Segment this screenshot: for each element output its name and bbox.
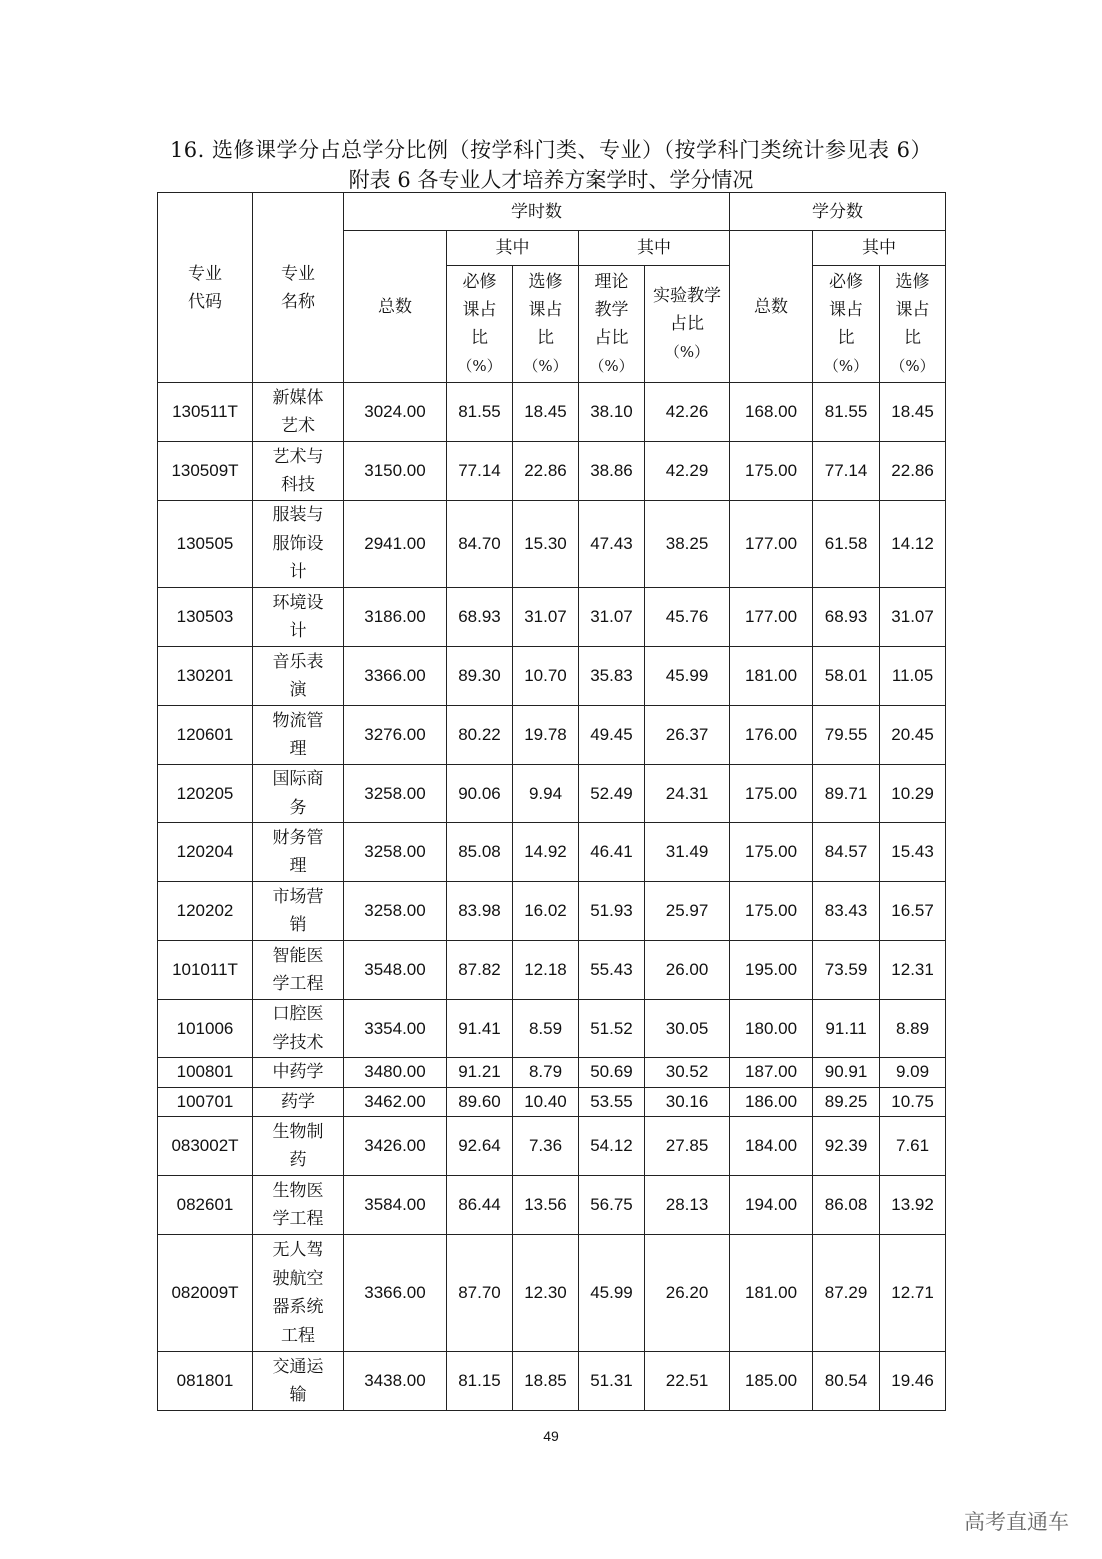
cell-credits-total: 175.00	[730, 823, 813, 882]
section-heading: 16. 选修课学分占总学分比例（按学科门类、专业）（按学科门类统计参见表 6）	[169, 138, 933, 162]
cell-credits-elective: 19.46	[880, 1352, 946, 1411]
cell-credits-total: 194.00	[730, 1176, 813, 1235]
cell-theory: 55.43	[579, 941, 645, 1000]
cell-hours-total: 3276.00	[344, 706, 447, 765]
cell-code: 100701	[158, 1087, 253, 1117]
header-required: 必修课占比 （%）	[447, 266, 513, 383]
cell-theory: 38.10	[579, 383, 645, 442]
cell-hours-elective: 9.94	[513, 765, 579, 823]
cell-lab: 27.85	[645, 1117, 730, 1176]
cell-hours-elective: 8.79	[513, 1058, 579, 1088]
cell-credits-required: 92.39	[813, 1117, 880, 1176]
cell-code: 100801	[158, 1058, 253, 1088]
cell-name: 物流管理	[253, 706, 344, 765]
cell-hours-elective: 13.56	[513, 1176, 579, 1235]
cell-credits-required: 89.25	[813, 1087, 880, 1117]
cell-lab: 42.29	[645, 442, 730, 501]
cell-lab: 26.00	[645, 941, 730, 1000]
cell-lab: 30.52	[645, 1058, 730, 1088]
cell-hours-elective: 31.07	[513, 588, 579, 647]
cell-hours-elective: 10.40	[513, 1087, 579, 1117]
cell-credits-required: 89.71	[813, 765, 880, 823]
cell-hours-required: 81.15	[447, 1352, 513, 1411]
cell-credits-elective: 18.45	[880, 383, 946, 442]
cell-lab: 24.31	[645, 765, 730, 823]
cell-credits-elective: 12.31	[880, 941, 946, 1000]
cell-hours-required: 83.98	[447, 882, 513, 941]
cell-credits-required: 79.55	[813, 706, 880, 765]
cell-name: 药学	[253, 1087, 344, 1117]
cell-theory: 45.99	[579, 1235, 645, 1352]
cell-credits-elective: 13.92	[880, 1176, 946, 1235]
cell-hours-total: 3258.00	[344, 882, 447, 941]
cell-credits-required: 80.54	[813, 1352, 880, 1411]
cell-credits-elective: 16.57	[880, 882, 946, 941]
cell-credits-elective: 20.45	[880, 706, 946, 765]
cell-credits-total: 181.00	[730, 647, 813, 706]
cell-name: 市场营销	[253, 882, 344, 941]
cell-code: 130201	[158, 647, 253, 706]
cell-credits-total: 185.00	[730, 1352, 813, 1411]
cell-credits-elective: 11.05	[880, 647, 946, 706]
table-row	[158, 706, 946, 765]
cell-credits-total: 175.00	[730, 882, 813, 941]
cell-credits-elective: 22.86	[880, 442, 946, 501]
cell-code: 120601	[158, 706, 253, 765]
cell-hours-elective: 18.85	[513, 1352, 579, 1411]
cell-credits-required: 77.14	[813, 442, 880, 501]
cell-credits-elective: 8.89	[880, 1000, 946, 1058]
cell-name: 服装与服饰设计	[253, 501, 344, 588]
cell-hours-elective: 7.36	[513, 1117, 579, 1176]
cell-credits-total: 180.00	[730, 1000, 813, 1058]
cell-theory: 54.12	[579, 1117, 645, 1176]
cell-credits-elective: 12.71	[880, 1235, 946, 1352]
watermark: 高考直通车	[964, 1510, 1069, 1534]
header-elective: 选修课占比 （%）	[513, 266, 579, 383]
cell-hours-elective: 10.70	[513, 647, 579, 706]
cell-hours-elective: 22.86	[513, 442, 579, 501]
table-row	[158, 1117, 946, 1176]
cell-lab: 22.51	[645, 1352, 730, 1411]
header-hours-group: 学时数	[344, 193, 730, 231]
cell-name: 口腔医学技术	[253, 1000, 344, 1058]
header-credit-elective: 选修课占比 （%）	[880, 266, 946, 383]
cell-lab: 30.05	[645, 1000, 730, 1058]
table-row	[158, 1087, 946, 1117]
cell-theory: 31.07	[579, 588, 645, 647]
cell-credits-required: 81.55	[813, 383, 880, 442]
cell-code: 130503	[158, 588, 253, 647]
header-credits-total: 总数	[730, 231, 813, 383]
cell-hours-elective: 16.02	[513, 882, 579, 941]
cell-credits-required: 68.93	[813, 588, 880, 647]
cell-name: 交通运输	[253, 1352, 344, 1411]
cell-credits-elective: 9.09	[880, 1058, 946, 1088]
cell-lab: 25.97	[645, 882, 730, 941]
cell-theory: 50.69	[579, 1058, 645, 1088]
cell-lab: 45.99	[645, 647, 730, 706]
cell-credits-required: 61.58	[813, 501, 880, 588]
cell-code: 130509T	[158, 442, 253, 501]
cell-code: 083002T	[158, 1117, 253, 1176]
table-row	[158, 882, 946, 941]
cell-credits-elective: 7.61	[880, 1117, 946, 1176]
cell-credits-total: 177.00	[730, 588, 813, 647]
header-lab: 实验教学占比 （%）	[645, 266, 730, 383]
cell-hours-elective: 14.92	[513, 823, 579, 882]
cell-hours-elective: 19.78	[513, 706, 579, 765]
cell-credits-required: 86.08	[813, 1176, 880, 1235]
cell-credits-total: 184.00	[730, 1117, 813, 1176]
cell-credits-elective: 31.07	[880, 588, 946, 647]
cell-name: 环境设计	[253, 588, 344, 647]
cell-credits-total: 181.00	[730, 1235, 813, 1352]
cell-code: 101011T	[158, 941, 253, 1000]
table-row	[158, 383, 946, 442]
table-row	[158, 647, 946, 706]
header-hours-total: 总数	[344, 231, 447, 383]
cell-code: 120205	[158, 765, 253, 823]
cell-hours-total: 3438.00	[344, 1352, 447, 1411]
cell-name: 智能医学工程	[253, 941, 344, 1000]
cell-name: 生物制药	[253, 1117, 344, 1176]
header-credits-group: 学分数	[730, 193, 946, 231]
cell-credits-required: 73.59	[813, 941, 880, 1000]
cell-theory: 52.49	[579, 765, 645, 823]
cell-code: 081801	[158, 1352, 253, 1411]
cell-credits-total: 175.00	[730, 442, 813, 501]
cell-hours-total: 3366.00	[344, 1235, 447, 1352]
cell-hours-required: 91.21	[447, 1058, 513, 1088]
cell-hours-total: 2941.00	[344, 501, 447, 588]
header-code: 专业代码	[158, 193, 253, 383]
cell-credits-required: 87.29	[813, 1235, 880, 1352]
cell-hours-required: 85.08	[447, 823, 513, 882]
cell-lab: 26.20	[645, 1235, 730, 1352]
cell-name: 中药学	[253, 1058, 344, 1088]
cell-credits-elective: 15.43	[880, 823, 946, 882]
table-row	[158, 1058, 946, 1088]
cell-hours-total: 3354.00	[344, 1000, 447, 1058]
cell-code: 101006	[158, 1000, 253, 1058]
cell-theory: 53.55	[579, 1087, 645, 1117]
cell-hours-required: 87.82	[447, 941, 513, 1000]
cell-hours-total: 3426.00	[344, 1117, 447, 1176]
cell-credits-required: 90.91	[813, 1058, 880, 1088]
cell-credits-required: 83.43	[813, 882, 880, 941]
cell-hours-total: 3186.00	[344, 588, 447, 647]
cell-hours-required: 86.44	[447, 1176, 513, 1235]
header-credit-required: 必修课占比 （%）	[813, 266, 880, 383]
cell-code: 082009T	[158, 1235, 253, 1352]
cell-credits-total: 176.00	[730, 706, 813, 765]
cell-hours-required: 92.64	[447, 1117, 513, 1176]
cell-credits-required: 84.57	[813, 823, 880, 882]
header-of-which: 其中	[813, 231, 946, 266]
table-row	[158, 588, 946, 647]
cell-theory: 49.45	[579, 706, 645, 765]
cell-hours-required: 81.55	[447, 383, 513, 442]
cell-hours-elective: 18.45	[513, 383, 579, 442]
header-of-which: 其中	[579, 231, 730, 266]
cell-hours-elective: 8.59	[513, 1000, 579, 1058]
cell-name: 国际商务	[253, 765, 344, 823]
cell-hours-total: 3548.00	[344, 941, 447, 1000]
table-row	[158, 1235, 946, 1352]
cell-credits-total: 177.00	[730, 501, 813, 588]
cell-credits-total: 187.00	[730, 1058, 813, 1088]
cell-hours-required: 90.06	[447, 765, 513, 823]
cell-hours-required: 91.41	[447, 1000, 513, 1058]
table-row	[158, 442, 946, 501]
cell-theory: 51.31	[579, 1352, 645, 1411]
cell-lab: 38.25	[645, 501, 730, 588]
table-row	[158, 765, 946, 823]
cell-lab: 42.26	[645, 383, 730, 442]
cell-hours-required: 87.70	[447, 1235, 513, 1352]
header-theory: 理论教学占比 （%）	[579, 266, 645, 383]
header-name: 专业名称	[253, 193, 344, 383]
cell-hours-elective: 12.30	[513, 1235, 579, 1352]
cell-hours-total: 3462.00	[344, 1087, 447, 1117]
cell-code: 120202	[158, 882, 253, 941]
cell-hours-total: 3258.00	[344, 765, 447, 823]
cell-hours-required: 77.14	[447, 442, 513, 501]
cell-theory: 51.93	[579, 882, 645, 941]
cell-hours-required: 84.70	[447, 501, 513, 588]
cell-hours-total: 3480.00	[344, 1058, 447, 1088]
table-row	[158, 823, 946, 882]
cell-credits-required: 58.01	[813, 647, 880, 706]
cell-credits-total: 168.00	[730, 383, 813, 442]
curriculum-table	[157, 192, 946, 1411]
cell-name: 生物医学工程	[253, 1176, 344, 1235]
table-row	[158, 501, 946, 588]
table-row	[158, 941, 946, 1000]
cell-theory: 47.43	[579, 501, 645, 588]
cell-hours-total: 3024.00	[344, 383, 447, 442]
cell-credits-total: 175.00	[730, 765, 813, 823]
cell-credits-elective: 14.12	[880, 501, 946, 588]
cell-lab: 26.37	[645, 706, 730, 765]
cell-name: 艺术与科技	[253, 442, 344, 501]
table-title: 附表 6 各专业人才培养方案学时、学分情况	[348, 168, 754, 192]
cell-credits-total: 195.00	[730, 941, 813, 1000]
cell-hours-total: 3258.00	[344, 823, 447, 882]
cell-name: 无人驾驶航空器系统工程	[253, 1235, 344, 1352]
cell-hours-total: 3584.00	[344, 1176, 447, 1235]
cell-lab: 30.16	[645, 1087, 730, 1117]
header-of-which: 其中	[447, 231, 579, 266]
cell-hours-total: 3366.00	[344, 647, 447, 706]
cell-hours-required: 89.30	[447, 647, 513, 706]
cell-lab: 45.76	[645, 588, 730, 647]
cell-credits-required: 91.11	[813, 1000, 880, 1058]
cell-hours-total: 3150.00	[344, 442, 447, 501]
table-row	[158, 1352, 946, 1411]
cell-code: 130505	[158, 501, 253, 588]
cell-credits-elective: 10.29	[880, 765, 946, 823]
cell-theory: 38.86	[579, 442, 645, 501]
cell-credits-elective: 10.75	[880, 1087, 946, 1117]
cell-code: 082601	[158, 1176, 253, 1235]
cell-hours-required: 80.22	[447, 706, 513, 765]
cell-theory: 56.75	[579, 1176, 645, 1235]
cell-theory: 35.83	[579, 647, 645, 706]
page-number: 49	[543, 1428, 559, 1444]
cell-name: 音乐表演	[253, 647, 344, 706]
cell-theory: 51.52	[579, 1000, 645, 1058]
cell-hours-elective: 15.30	[513, 501, 579, 588]
cell-code: 120204	[158, 823, 253, 882]
table-row	[158, 1000, 946, 1058]
table-row	[158, 1176, 946, 1235]
cell-code: 130511T	[158, 383, 253, 442]
cell-lab: 28.13	[645, 1176, 730, 1235]
cell-name: 财务管理	[253, 823, 344, 882]
cell-hours-required: 68.93	[447, 588, 513, 647]
cell-theory: 46.41	[579, 823, 645, 882]
cell-hours-required: 89.60	[447, 1087, 513, 1117]
cell-hours-elective: 12.18	[513, 941, 579, 1000]
cell-name: 新媒体艺术	[253, 383, 344, 442]
cell-lab: 31.49	[645, 823, 730, 882]
cell-credits-total: 186.00	[730, 1087, 813, 1117]
